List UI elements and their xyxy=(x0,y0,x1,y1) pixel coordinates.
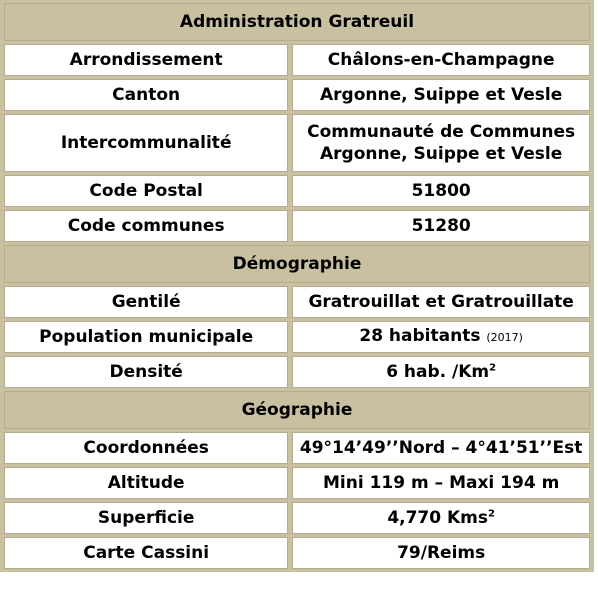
table-row xyxy=(4,502,590,534)
gentile-value: Gratrouillat et Gratrouillate xyxy=(292,286,590,318)
table-row xyxy=(4,79,590,111)
section-row-administration xyxy=(4,3,590,41)
densite-text: 6 hab. /Km xyxy=(386,362,490,382)
carte-cassini-label: Carte Cassini xyxy=(4,537,288,569)
superficie-label: Superficie xyxy=(4,502,288,534)
code-postal-value: 51800 xyxy=(292,175,590,207)
coordonnees-value: 49°14’49’’Nord – 4°41’51’’Est xyxy=(292,432,590,464)
densite-value xyxy=(292,356,590,388)
altitude-value: Mini 119 m – Maxi 194 m xyxy=(292,467,590,499)
section-title-demographie: Démographie xyxy=(4,245,590,283)
superficie-text: 4,770 Kms xyxy=(387,508,489,528)
densite-label: Densité xyxy=(4,356,288,388)
section-title-geographie: Géographie xyxy=(4,391,590,429)
section-title-administration: Administration Gratreuil xyxy=(4,3,590,41)
arrondissement-label: Arrondissement xyxy=(4,44,288,76)
altitude-label: Altitude xyxy=(4,467,288,499)
gentile-label: Gentilé xyxy=(4,286,288,318)
table-row xyxy=(4,467,590,499)
coordonnees-label: Coordonnées xyxy=(4,432,288,464)
canton-value: Argonne, Suippe et Vesle xyxy=(292,79,590,111)
intercommunalite-label: Intercommunalité xyxy=(4,114,288,172)
section-row-geographie xyxy=(4,391,590,429)
table-row xyxy=(4,175,590,207)
superficie-value xyxy=(292,502,590,534)
intercommunalite-value-line1: Communauté de Communes xyxy=(307,122,576,142)
table-row xyxy=(4,432,590,464)
population-label: Population municipale xyxy=(4,321,288,353)
code-postal-label: Code Postal xyxy=(4,175,288,207)
superficie-exponent: 2 xyxy=(488,508,495,520)
table-row xyxy=(4,114,590,172)
table-row xyxy=(4,356,590,388)
table-row xyxy=(4,44,590,76)
carte-cassini-value: 79/Reims xyxy=(292,537,590,569)
intercommunalite-value xyxy=(292,114,590,172)
code-communes-value: 51280 xyxy=(292,210,590,242)
arrondissement-value: Châlons-en-Champagne xyxy=(292,44,590,76)
intercommunalite-value-line2: Argonne, Suippe et Vesle xyxy=(320,144,563,164)
table-row xyxy=(4,210,590,242)
population-year: (2017) xyxy=(486,331,523,344)
table-row xyxy=(4,286,590,318)
densite-exponent: 2 xyxy=(489,362,497,374)
population-value xyxy=(292,321,590,353)
table-row xyxy=(4,321,590,353)
canton-label: Canton xyxy=(4,79,288,111)
population-count: 28 habitants xyxy=(359,326,481,346)
section-row-demographie xyxy=(4,245,590,283)
code-communes-label: Code communes xyxy=(4,210,288,242)
table-row xyxy=(4,537,590,569)
